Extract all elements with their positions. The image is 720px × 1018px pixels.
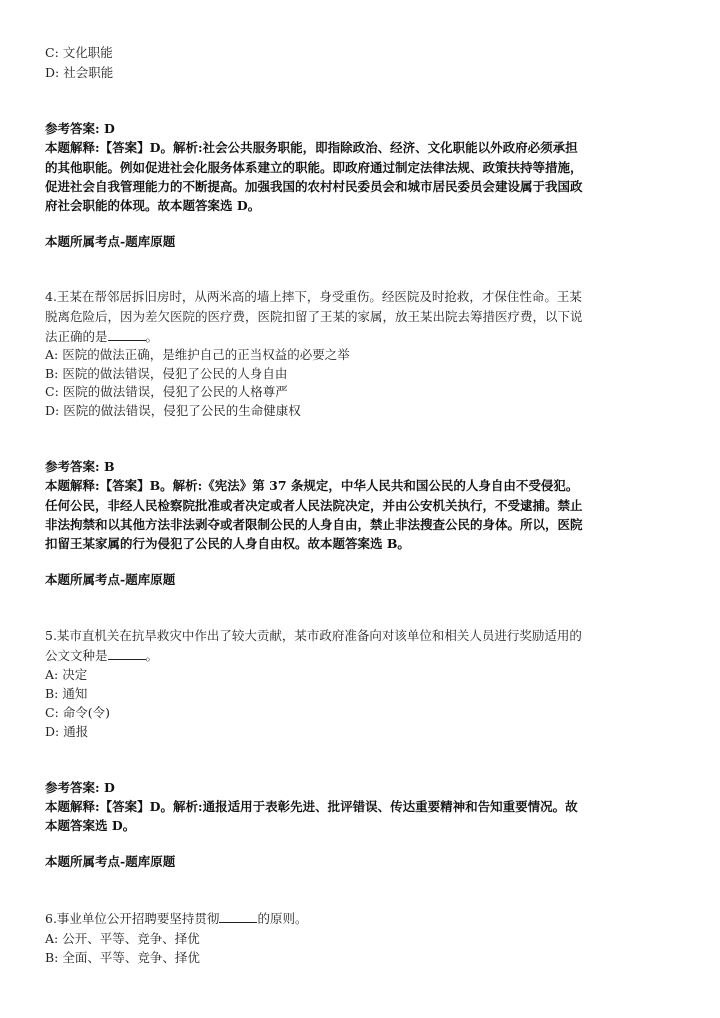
- option-d: D: 社会职能: [45, 65, 114, 80]
- option-a: A: 公开、平等、竞争、择优: [45, 931, 200, 946]
- explanation-line: 的其他职能。例如促进社会化服务体系建立的职能。即政府通过制定法律法规、政策扶持等措施，: [45, 160, 583, 175]
- source-label: 本题所属考点-题库原题: [45, 854, 176, 869]
- question-stem: [45, 909, 307, 929]
- explanation-line: 扣留王某家属的行为侵犯了公民的人身自由权。故本题答案选 B。: [45, 536, 410, 551]
- option-d: D: 通报: [45, 724, 89, 739]
- stem-text: 公文文种是: [45, 648, 108, 663]
- question-stem: 4.王某在帮邻居拆旧房时，从两米高的墙上摔下，身受重伤。经医院及时抢救，才保住性命。王某: [45, 289, 582, 304]
- stem-text: 的原则。: [257, 911, 308, 926]
- option-c: C: 命令(令): [45, 705, 111, 720]
- option-b: B: 全面、平等、竞争、择优: [45, 950, 200, 965]
- option-c: C: 文化职能: [45, 45, 113, 60]
- explanation-line: 本题答案选 D。: [45, 818, 136, 833]
- stem-text: 6.事业单位公开招聘要坚持贯彻: [45, 911, 220, 926]
- question-stem: 5.某市直机关在抗旱救灾中作出了较大贡献，某市政府准备向对该单位和相关人员进行奖励适用的: [45, 628, 582, 643]
- explanation-line: 非法拘禁和以其他方法非法剥夺或者限制公民的人身自由，禁止非法搜查公民的身体。所以，医院: [45, 517, 583, 532]
- answer-label: 参考答案: D: [45, 780, 115, 795]
- explanation-line: 本题解释:【答案】B。解析:《宪法》第 37 条规定，中华人民共和国公民的人身自由不受侵犯。: [45, 478, 579, 493]
- question-stem: [45, 327, 158, 347]
- option-a: A: 医院的做法正确，是维护自己的正当权益的必要之举: [45, 347, 350, 362]
- option-a: A: 决定: [45, 667, 88, 682]
- answer-blank: [219, 911, 257, 923]
- stem-text: 。: [145, 648, 159, 663]
- explanation-line: 促进社会自我管理能力的不断提高。加强我国的农村村民委员会和城市居民委员会建设属于我国政: [45, 179, 583, 194]
- source-label: 本题所属考点-题库原题: [45, 234, 176, 249]
- explanation-line: 本题解释:【答案】D。解析:社会公共服务职能，即指除政治、经济、文化职能以外政府必须承担: [45, 140, 578, 155]
- stem-text: 法正确的是: [45, 329, 108, 344]
- option-b: B: 医院的做法错误，侵犯了公民的人身自由: [45, 366, 288, 381]
- option-d: D: 医院的做法错误，侵犯了公民的生命健康权: [45, 403, 301, 418]
- explanation-line: 本题解释:【答案】D。解析:通报适用于表彰先进、批评错误、传达重要精神和告知重要情况。故: [45, 799, 578, 814]
- source-label: 本题所属考点-题库原题: [45, 572, 176, 587]
- explanation-line: 府社会职能的体现。故本题答案选 D。: [45, 198, 261, 213]
- answer-label: 参考答案: B: [45, 459, 115, 474]
- explanation-line: 任何公民，非经人民检察院批准或者决定或者人民法院决定，并由公安机关执行，不受逮捕。禁止: [45, 498, 583, 513]
- option-c: C: 医院的做法错误，侵犯了公民的人格尊严: [45, 384, 288, 399]
- stem-text: 。: [145, 329, 159, 344]
- question-stem: [45, 646, 158, 666]
- answer-blank: [108, 329, 146, 341]
- answer-label: 参考答案: D: [45, 121, 115, 136]
- option-b: B: 通知: [45, 686, 88, 701]
- answer-blank: [108, 648, 146, 660]
- question-stem: 脱离危险后，因为差欠医院的医疗费，医院扣留了王某的家属，放王某出院去筹措医疗费，以下说: [45, 309, 583, 324]
